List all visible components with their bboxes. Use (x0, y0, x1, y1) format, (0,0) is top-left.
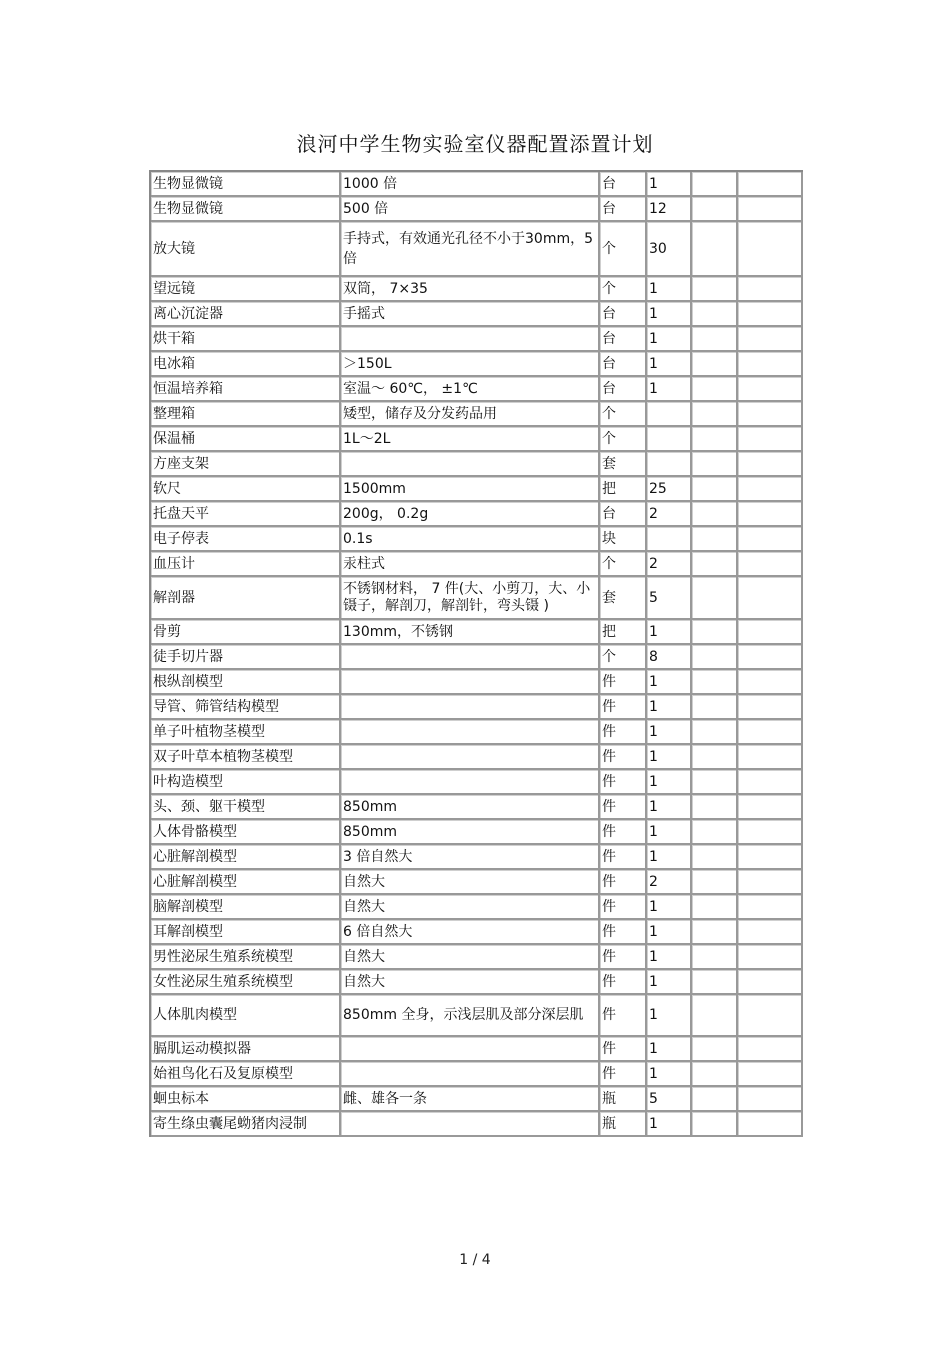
item-spec-cell: 不锈钢材料， 7 件(大、小剪刀，大、小镊子，解剖刀，解剖针，弯头镊 ) (341, 577, 600, 620)
blank-cell (738, 995, 803, 1037)
item-quantity-cell: 1 (647, 720, 692, 745)
equipment-table-body (151, 172, 803, 1137)
blank-cell (692, 645, 738, 670)
blank-cell (738, 577, 803, 620)
item-quantity-cell: 5 (647, 577, 692, 620)
blank-cell (738, 895, 803, 920)
blank-cell (692, 277, 738, 302)
item-name-cell: 寄生绦虫囊尾蚴猪肉浸制 (151, 1112, 341, 1137)
table-row (151, 670, 803, 695)
blank-cell (738, 172, 803, 197)
item-spec-cell: 自然大 (341, 945, 600, 970)
item-unit-cell: 件 (600, 995, 647, 1037)
item-spec-cell (341, 327, 600, 352)
item-spec-cell: 0.1s (341, 527, 600, 552)
table-row (151, 795, 803, 820)
blank-cell (692, 970, 738, 995)
item-spec-cell (341, 452, 600, 477)
item-name-cell: 生物显微镜 (151, 197, 341, 222)
blank-cell (692, 745, 738, 770)
blank-cell (738, 970, 803, 995)
blank-cell (738, 377, 803, 402)
item-name-cell: 心脏解剖模型 (151, 845, 341, 870)
item-spec-cell: 200g， 0.2g (341, 502, 600, 527)
item-unit-cell: 个 (600, 645, 647, 670)
item-unit-cell: 件 (600, 820, 647, 845)
blank-cell (692, 1062, 738, 1087)
table-row (151, 895, 803, 920)
item-quantity-cell: 1 (647, 1062, 692, 1087)
item-unit-cell: 把 (600, 477, 647, 502)
table-row (151, 970, 803, 995)
blank-cell (692, 302, 738, 327)
table-row (151, 820, 803, 845)
blank-cell (692, 795, 738, 820)
item-unit-cell: 把 (600, 620, 647, 645)
blank-cell (738, 770, 803, 795)
item-spec-cell: 850mm (341, 820, 600, 845)
item-name-cell: 徒手切片器 (151, 645, 341, 670)
item-unit-cell: 套 (600, 577, 647, 620)
table-row (151, 427, 803, 452)
table-row (151, 377, 803, 402)
item-unit-cell: 个 (600, 402, 647, 427)
item-name-cell: 头、颈、躯干模型 (151, 795, 341, 820)
item-unit-cell: 瓶 (600, 1112, 647, 1137)
blank-cell (738, 845, 803, 870)
item-quantity-cell: 12 (647, 197, 692, 222)
item-spec-cell (341, 670, 600, 695)
item-name-cell: 始祖鸟化石及复原模型 (151, 1062, 341, 1087)
table-row (151, 277, 803, 302)
item-unit-cell: 台 (600, 327, 647, 352)
item-spec-cell (341, 720, 600, 745)
item-unit-cell: 个 (600, 427, 647, 452)
item-unit-cell: 件 (600, 795, 647, 820)
item-unit-cell: 件 (600, 745, 647, 770)
item-spec-cell: 室温～ 60℃， ±1℃ (341, 377, 600, 402)
table-row (151, 352, 803, 377)
item-spec-cell (341, 1112, 600, 1137)
item-spec-cell: 1000 倍 (341, 172, 600, 197)
item-name-cell: 人体骨骼模型 (151, 820, 341, 845)
item-spec-cell: 雌、雄各一条 (341, 1087, 600, 1112)
table-row (151, 845, 803, 870)
item-name-cell: 电子停表 (151, 527, 341, 552)
blank-cell (738, 352, 803, 377)
blank-cell (738, 645, 803, 670)
table-row (151, 477, 803, 502)
item-quantity-cell: 2 (647, 502, 692, 527)
item-quantity-cell: 1 (647, 327, 692, 352)
item-spec-cell: 850mm (341, 795, 600, 820)
table-row (151, 1087, 803, 1112)
item-spec-cell (341, 1062, 600, 1087)
item-name-cell: 根纵剖模型 (151, 670, 341, 695)
item-quantity-cell: 1 (647, 795, 692, 820)
table-row (151, 197, 803, 222)
item-quantity-cell: 1 (647, 1112, 692, 1137)
blank-cell (738, 720, 803, 745)
item-name-cell: 女性泌尿生殖系统模型 (151, 970, 341, 995)
item-spec-cell (341, 1037, 600, 1062)
table-row (151, 995, 803, 1037)
item-unit-cell: 套 (600, 452, 647, 477)
item-unit-cell: 瓶 (600, 1087, 647, 1112)
blank-cell (738, 552, 803, 577)
item-quantity-cell (647, 427, 692, 452)
table-row (151, 452, 803, 477)
table-row (151, 1062, 803, 1087)
item-unit-cell: 台 (600, 377, 647, 402)
item-name-cell: 双子叶草本植物茎模型 (151, 745, 341, 770)
item-unit-cell: 个 (600, 277, 647, 302)
item-quantity-cell: 1 (647, 620, 692, 645)
item-quantity-cell: 1 (647, 970, 692, 995)
table-row (151, 302, 803, 327)
item-quantity-cell: 2 (647, 552, 692, 577)
item-name-cell: 耳解剖模型 (151, 920, 341, 945)
table-row (151, 945, 803, 970)
blank-cell (692, 695, 738, 720)
item-unit-cell: 件 (600, 720, 647, 745)
item-name-cell: 蛔虫标本 (151, 1087, 341, 1112)
blank-cell (692, 402, 738, 427)
item-spec-cell: 自然大 (341, 970, 600, 995)
item-quantity-cell: 25 (647, 477, 692, 502)
table-row (151, 502, 803, 527)
blank-cell (692, 222, 738, 277)
blank-cell (692, 352, 738, 377)
item-quantity-cell: 1 (647, 277, 692, 302)
blank-cell (692, 770, 738, 795)
item-name-cell: 离心沉淀器 (151, 302, 341, 327)
item-name-cell: 叶构造模型 (151, 770, 341, 795)
equipment-table (149, 170, 803, 1137)
item-name-cell: 烘干箱 (151, 327, 341, 352)
blank-cell (738, 527, 803, 552)
blank-cell (692, 527, 738, 552)
item-unit-cell: 块 (600, 527, 647, 552)
item-spec-cell: 850mm 全身，示浅层肌及部分深层肌 (341, 995, 600, 1037)
item-unit-cell: 件 (600, 895, 647, 920)
blank-cell (692, 1037, 738, 1062)
blank-cell (692, 452, 738, 477)
blank-cell (692, 377, 738, 402)
item-quantity-cell: 5 (647, 1087, 692, 1112)
blank-cell (738, 820, 803, 845)
blank-cell (738, 1087, 803, 1112)
blank-cell (738, 870, 803, 895)
item-name-cell: 解剖器 (151, 577, 341, 620)
item-spec-cell: 3 倍自然大 (341, 845, 600, 870)
item-spec-cell: 双筒， 7×35 (341, 277, 600, 302)
blank-cell (692, 197, 738, 222)
item-quantity-cell: 1 (647, 895, 692, 920)
item-spec-cell: 自然大 (341, 870, 600, 895)
blank-cell (738, 197, 803, 222)
item-spec-cell (341, 745, 600, 770)
blank-cell (738, 745, 803, 770)
item-unit-cell: 个 (600, 222, 647, 277)
item-quantity-cell: 8 (647, 645, 692, 670)
item-unit-cell: 件 (600, 1062, 647, 1087)
item-spec-cell (341, 695, 600, 720)
blank-cell (738, 277, 803, 302)
blank-cell (692, 895, 738, 920)
item-name-cell: 单子叶植物茎模型 (151, 720, 341, 745)
item-name-cell: 恒温培养箱 (151, 377, 341, 402)
document-title: 浪河中学生物实验室仪器配置添置计划 (296, 132, 654, 156)
item-quantity-cell: 1 (647, 820, 692, 845)
item-quantity-cell: 1 (647, 670, 692, 695)
item-spec-cell: 500 倍 (341, 197, 600, 222)
item-spec-cell (341, 645, 600, 670)
blank-cell (738, 670, 803, 695)
table-row (151, 720, 803, 745)
blank-cell (738, 452, 803, 477)
table-row (151, 770, 803, 795)
item-unit-cell: 件 (600, 1037, 647, 1062)
table-row (151, 327, 803, 352)
item-spec-cell: ＞150L (341, 352, 600, 377)
item-name-cell: 男性泌尿生殖系统模型 (151, 945, 341, 970)
table-row (151, 920, 803, 945)
blank-cell (738, 695, 803, 720)
item-spec-cell: 手持式，有效通光孔径不小于30mm，5 倍 (341, 222, 600, 277)
item-name-cell: 骨剪 (151, 620, 341, 645)
table-row (151, 1112, 803, 1137)
item-name-cell: 托盘天平 (151, 502, 341, 527)
item-name-cell: 电冰箱 (151, 352, 341, 377)
item-quantity-cell: 1 (647, 745, 692, 770)
item-spec-cell: 自然大 (341, 895, 600, 920)
blank-cell (692, 845, 738, 870)
item-name-cell: 整理箱 (151, 402, 341, 427)
table-row (151, 745, 803, 770)
blank-cell (692, 172, 738, 197)
item-unit-cell: 件 (600, 945, 647, 970)
blank-cell (692, 502, 738, 527)
blank-cell (738, 427, 803, 452)
blank-cell (738, 1037, 803, 1062)
blank-cell (738, 920, 803, 945)
item-quantity-cell (647, 402, 692, 427)
item-unit-cell: 件 (600, 920, 647, 945)
item-quantity-cell (647, 527, 692, 552)
blank-cell (692, 920, 738, 945)
item-quantity-cell: 1 (647, 695, 692, 720)
blank-cell (738, 1112, 803, 1137)
item-name-cell: 血压计 (151, 552, 341, 577)
item-unit-cell: 台 (600, 197, 647, 222)
blank-cell (738, 477, 803, 502)
item-unit-cell: 件 (600, 970, 647, 995)
blank-cell (738, 1062, 803, 1087)
item-name-cell: 脑解剖模型 (151, 895, 341, 920)
item-quantity-cell: 1 (647, 995, 692, 1037)
item-spec-cell: 矮型，储存及分发药品用 (341, 402, 600, 427)
blank-cell (692, 552, 738, 577)
item-spec-cell: 6 倍自然大 (341, 920, 600, 945)
table-row (151, 695, 803, 720)
item-quantity-cell: 1 (647, 377, 692, 402)
item-quantity-cell: 1 (647, 770, 692, 795)
blank-cell (738, 402, 803, 427)
item-unit-cell: 件 (600, 870, 647, 895)
blank-cell (692, 427, 738, 452)
item-unit-cell: 件 (600, 845, 647, 870)
item-unit-cell: 件 (600, 695, 647, 720)
blank-cell (738, 327, 803, 352)
table-row (151, 870, 803, 895)
page-indicator: 1 / 4 (459, 1252, 491, 1268)
item-name-cell: 方座支架 (151, 452, 341, 477)
blank-cell (692, 577, 738, 620)
item-quantity-cell: 30 (647, 222, 692, 277)
item-unit-cell: 台 (600, 352, 647, 377)
blank-cell (738, 795, 803, 820)
item-quantity-cell: 1 (647, 302, 692, 327)
blank-cell (692, 620, 738, 645)
item-spec-cell: 1500mm (341, 477, 600, 502)
blank-cell (692, 477, 738, 502)
item-quantity-cell: 1 (647, 1037, 692, 1062)
table-row (151, 1037, 803, 1062)
item-name-cell: 保温桶 (151, 427, 341, 452)
table-row (151, 172, 803, 197)
item-quantity-cell: 1 (647, 920, 692, 945)
blank-cell (738, 620, 803, 645)
table-row (151, 222, 803, 277)
item-unit-cell: 件 (600, 770, 647, 795)
item-quantity-cell (647, 452, 692, 477)
item-name-cell: 导管、筛管结构模型 (151, 695, 341, 720)
blank-cell (692, 327, 738, 352)
blank-cell (692, 995, 738, 1037)
blank-cell (692, 1112, 738, 1137)
table-row (151, 527, 803, 552)
item-quantity-cell: 1 (647, 352, 692, 377)
item-spec-cell: 130mm，不锈钢 (341, 620, 600, 645)
item-quantity-cell: 2 (647, 870, 692, 895)
item-unit-cell: 个 (600, 552, 647, 577)
item-name-cell: 生物显微镜 (151, 172, 341, 197)
item-name-cell: 心脏解剖模型 (151, 870, 341, 895)
item-spec-cell: 汞柱式 (341, 552, 600, 577)
blank-cell (692, 870, 738, 895)
item-name-cell: 膈肌运动模拟器 (151, 1037, 341, 1062)
item-unit-cell: 台 (600, 172, 647, 197)
item-unit-cell: 台 (600, 302, 647, 327)
blank-cell (692, 945, 738, 970)
blank-cell (692, 720, 738, 745)
table-row (151, 577, 803, 620)
item-name-cell: 软尺 (151, 477, 341, 502)
item-name-cell: 人体肌肉模型 (151, 995, 341, 1037)
item-name-cell: 望远镜 (151, 277, 341, 302)
item-spec-cell: 1L～2L (341, 427, 600, 452)
table-row (151, 645, 803, 670)
item-name-cell: 放大镜 (151, 222, 341, 277)
blank-cell (692, 1087, 738, 1112)
item-spec-cell: 手摇式 (341, 302, 600, 327)
table-row (151, 402, 803, 427)
blank-cell (692, 670, 738, 695)
item-quantity-cell: 1 (647, 172, 692, 197)
item-unit-cell: 件 (600, 670, 647, 695)
blank-cell (738, 222, 803, 277)
item-quantity-cell: 1 (647, 945, 692, 970)
item-unit-cell: 台 (600, 502, 647, 527)
table-row (151, 552, 803, 577)
item-spec-cell (341, 770, 600, 795)
blank-cell (738, 502, 803, 527)
blank-cell (738, 302, 803, 327)
item-quantity-cell: 1 (647, 845, 692, 870)
table-row (151, 620, 803, 645)
blank-cell (692, 820, 738, 845)
blank-cell (738, 945, 803, 970)
